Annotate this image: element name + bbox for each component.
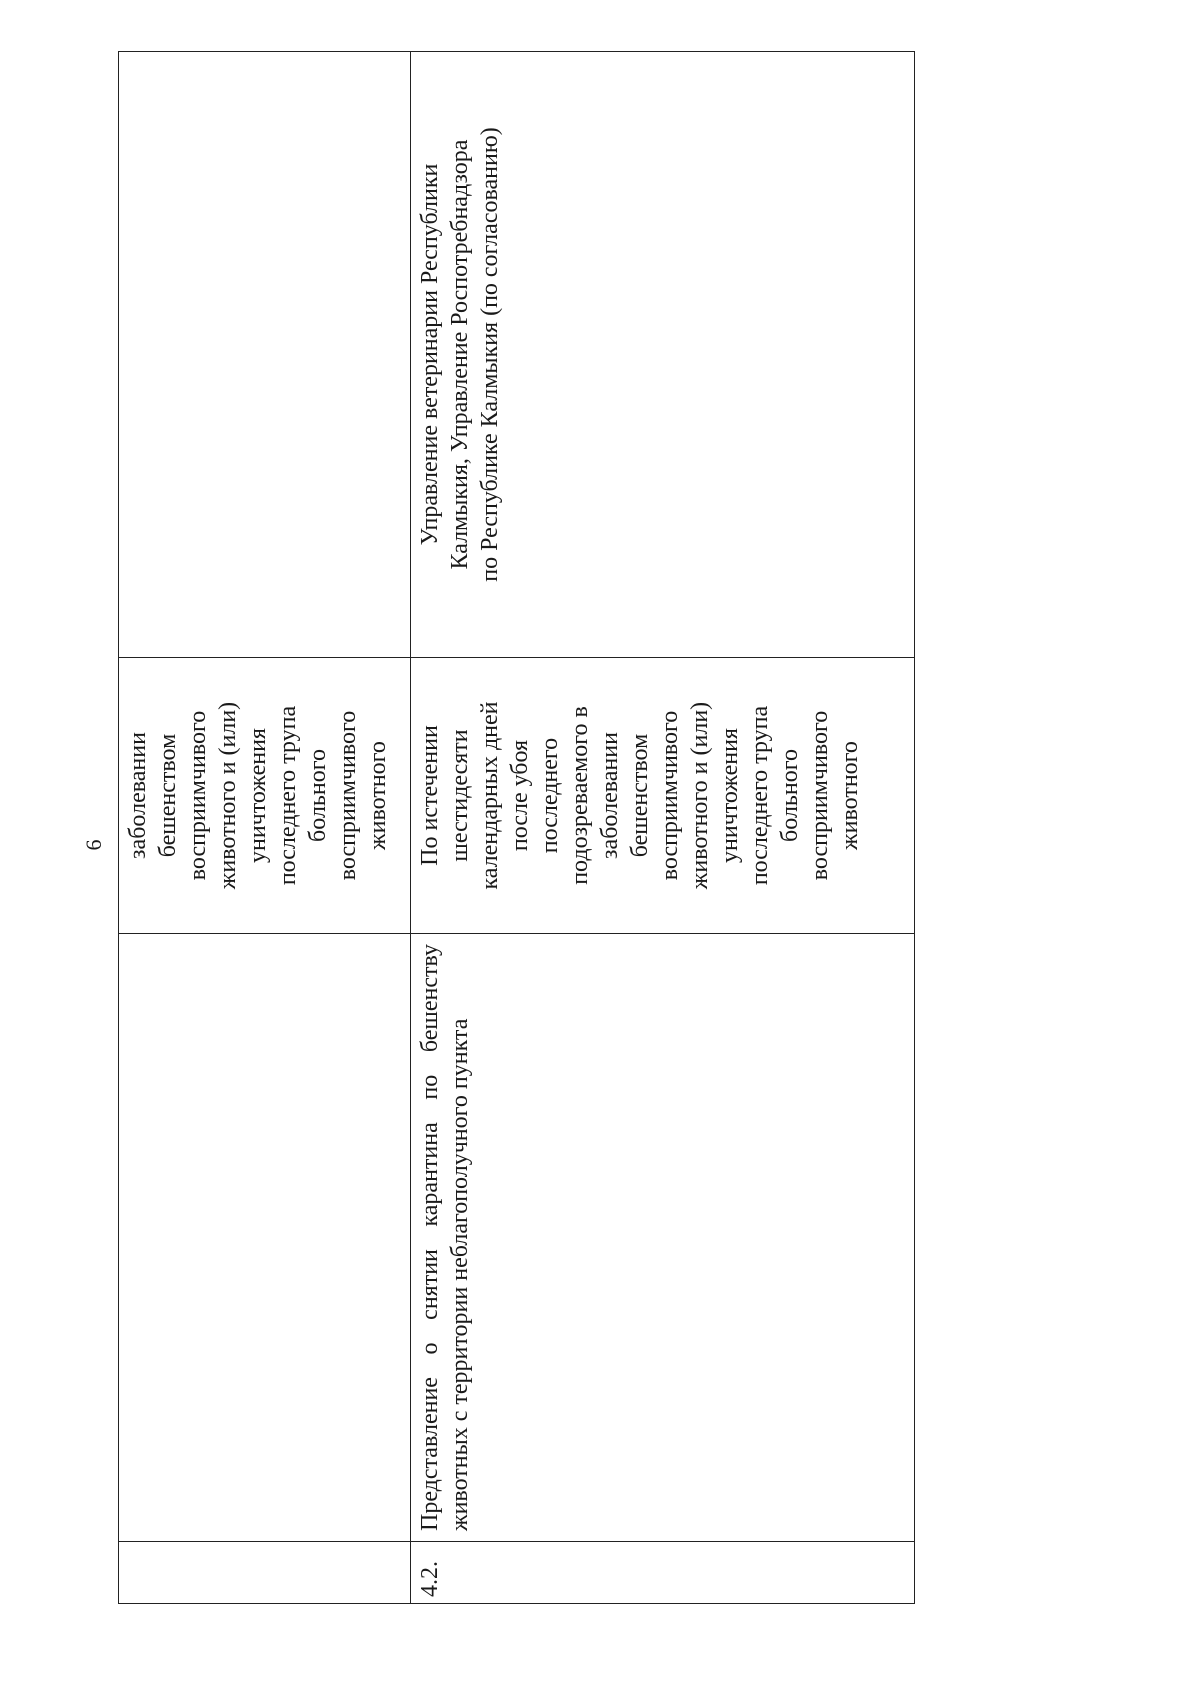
row1-action-cell [119, 934, 411, 1542]
row2-responsible-cell: Управление ветеринарии Республики Калмыкия, Управление Роспотребнадзора по Республике Калмыкия (по согласованию) [411, 52, 915, 658]
measures-table [118, 51, 915, 1604]
row2-term-cell: По истечении шестидесяти календарных дней после убоя последнего подозреваемого в заболевании бешенством восприимчивого животного и (или) уничтожения последнего трупа больного восприимчивого животного [411, 658, 915, 934]
row1-responsible-cell [119, 52, 411, 658]
page-number: 6 [81, 839, 106, 851]
table-row [411, 52, 915, 1604]
row1-number-cell [119, 1542, 411, 1604]
row2-action-cell: Представление о снятии карантина по бешенству животных с территории неблагополучного пункта [411, 934, 915, 1542]
row1-term-cell: заболевании бешенством восприимчивого животного и (или) уничтожения последнего трупа больного восприимчивого животного [119, 658, 411, 934]
document-table-container [118, 52, 914, 1604]
table-row [119, 52, 411, 1604]
row2-number-cell: 4.2. [411, 1542, 915, 1604]
